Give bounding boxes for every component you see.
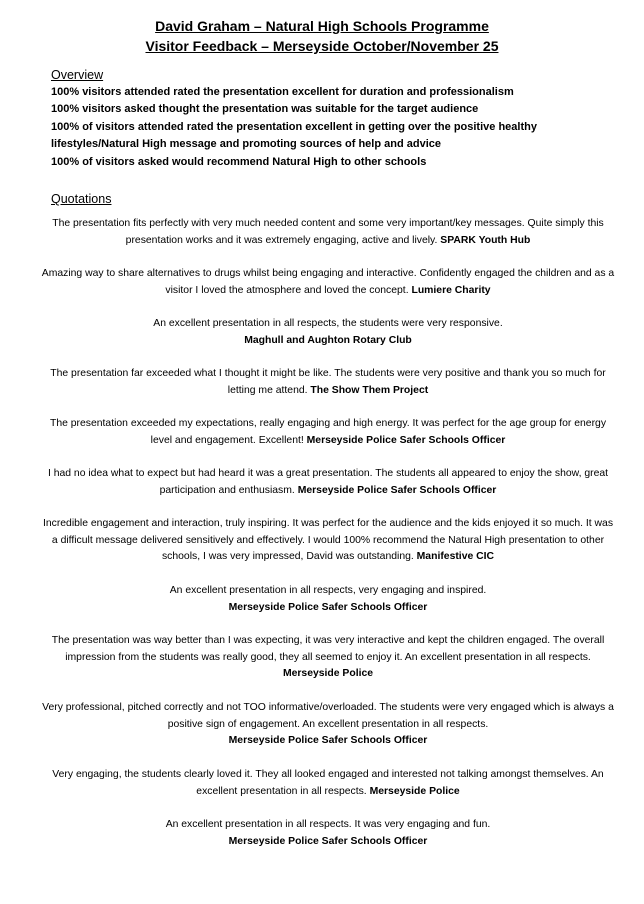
- quotation: [40, 767, 616, 800]
- quotation: [40, 583, 616, 616]
- quotation: [40, 216, 616, 249]
- quotation: [40, 366, 616, 399]
- quotation-source: Manifestive CIC: [416, 551, 495, 563]
- document-title: David Graham – Natural High Schools Programme: [155, 18, 489, 34]
- quotation-source: The Show Them Project: [310, 384, 429, 396]
- document-subtitle: Visitor Feedback – Merseyside October/November 25: [145, 38, 499, 54]
- quotations-heading: Quotations: [51, 192, 112, 206]
- quotation-source: Merseyside Police Safer Schools Officer: [228, 601, 428, 613]
- quotation-text: Very engaging, the students clearly loved it. They all looked engaged and interested not talking amongst themselves. An excellent presentation in all respects.: [52, 769, 604, 797]
- overview-line: lifestyles/Natural High message and promoting sources of help and advice: [51, 138, 441, 150]
- quotation-source: SPARK Youth Hub: [440, 234, 531, 246]
- quotation-text: The presentation exceeded my expectations, really engaging and high energy. It was perfect for the age group for energy level and engagement. Excellent!: [49, 418, 607, 446]
- quotation-source: Merseyside Police Safer Schools Officer: [228, 735, 428, 747]
- quotation-source: Merseyside Police Safer Schools Officer: [228, 835, 428, 847]
- quotation-text: The presentation fits perfectly with very much needed content and some very important/key messages. Quite simply this presentation works and it was extremely engaging, active and lively.: [52, 218, 604, 246]
- quotation: [40, 416, 616, 449]
- quotation: [40, 266, 616, 299]
- overview-line: 100% visitors asked thought the presentation was suitable for the target audience: [51, 103, 479, 115]
- quotation-text: An excellent presentation in all respects, the students were very responsive.: [153, 318, 503, 329]
- quotation-text: An excellent presentation in all respects, very engaging and inspired.: [169, 585, 487, 596]
- quotation-source: Merseyside Police: [369, 785, 460, 797]
- quotation-text: Very professional, pitched correctly and not TOO informative/overloaded. The students were very engaged which is always a positive sign of engagement. An excellent presentation in all respects.: [42, 702, 614, 730]
- quotation-source: Merseyside Police Safer Schools Officer: [306, 434, 506, 446]
- quotation-source: Maghull and Aughton Rotary Club: [244, 334, 412, 346]
- quotation-source: Lumiere Charity: [411, 284, 491, 296]
- quotation: [40, 817, 616, 850]
- overview-line: 100% of visitors attended rated the presentation excellent in getting over the positive healthy: [51, 121, 537, 133]
- quotation: [40, 700, 616, 750]
- quotation: [40, 516, 616, 566]
- quotation: [40, 466, 616, 499]
- overview-line: 100% of visitors asked would recommend Natural High to other schools: [51, 156, 427, 168]
- quotation: [40, 316, 616, 349]
- overview-line: 100% visitors attended rated the presentation excellent for duration and professionalism: [51, 86, 514, 98]
- quotation-text: An excellent presentation in all respects. It was very engaging and fun.: [165, 819, 491, 830]
- quotation-text: I had no idea what to expect but had heard it was a great presentation. The students all appeared to enjoy the show, great participation and enthusiasm.: [47, 468, 609, 496]
- quotation-source: Merseyside Police: [282, 668, 374, 680]
- quotation-text: The presentation far exceeded what I thought it might be like. The students were very positive and thank you so much for letting me attend.: [50, 368, 606, 396]
- quotation-text: Incredible engagement and interaction, truly inspiring. It was perfect for the audience and the kids enjoyed it so much. It was a difficult message delivered sensitively and effectively. I would 100% recommend the Natural High presentation to other schools, I was very impressed, David was outstanding.: [42, 518, 614, 563]
- quotation-source: Merseyside Police Safer Schools Officer: [297, 484, 497, 496]
- quotation: [40, 633, 616, 683]
- overview-heading: Overview: [51, 68, 104, 82]
- quotation-text: The presentation was way better than I was expecting, it was very interactive and kept the children engaged. The overall impression from the students was really good, they all seemed to enjoy it. An excellent presentation in all respects.: [51, 635, 605, 663]
- quotation-text: Amazing way to share alternatives to drugs whilst being engaging and interactive. Confidently engaged the children and as a visitor I loved the atmosphere and loved the concept.: [41, 268, 615, 296]
